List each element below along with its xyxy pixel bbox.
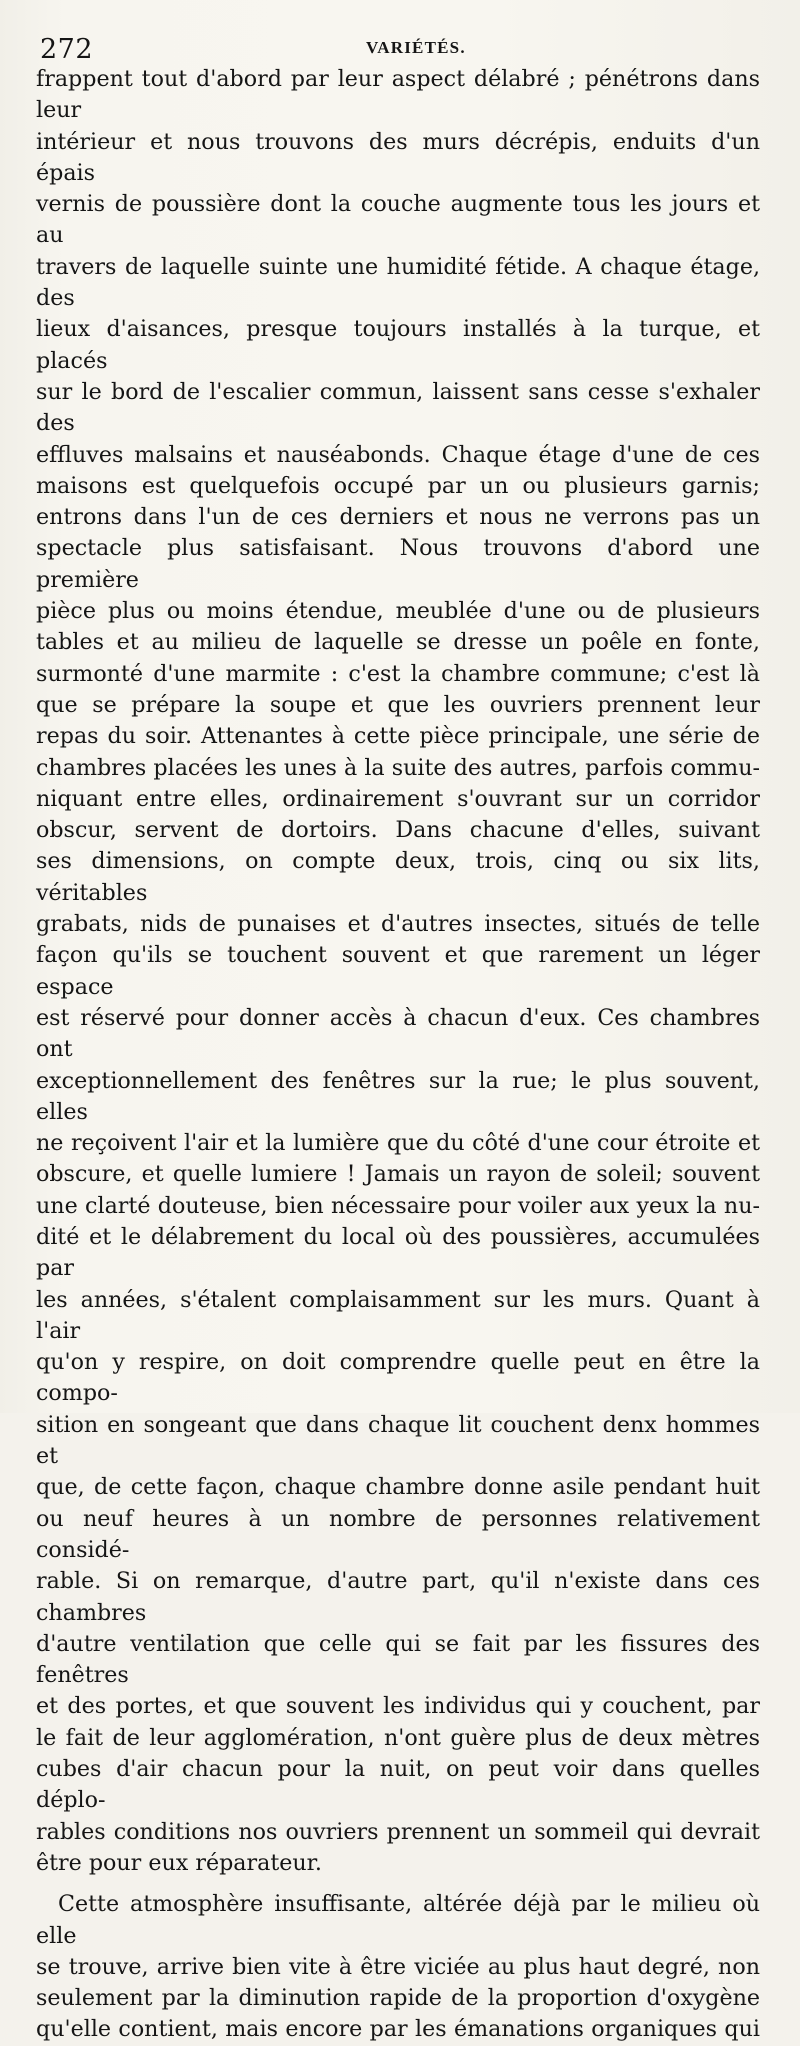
text-line: intérieur et nous trouvons des murs décrépis, enduits d'un épais bbox=[36, 128, 760, 186]
text-line: ses dimensions, on compte deux, trois, cinq ou six lits, véritables bbox=[36, 848, 760, 906]
text-line: les années, s'étalent complaisamment sur les murs. Quant à l'air bbox=[36, 1286, 760, 1344]
text-line: maisons est quelquefois occupé par un ou plusieurs garnis; bbox=[36, 472, 760, 499]
text-line: grabats, nids de punaises et d'autres insectes, situés de telle bbox=[36, 911, 760, 938]
text-line: lieux d'aisances, presque toujours installés à la turque, et placés bbox=[36, 316, 760, 374]
paragraph-gap bbox=[36, 1879, 760, 1889]
running-head: VARIÉTÉS. bbox=[366, 38, 466, 57]
text-line: obscure, et quelle lumiere ! Jamais un rayon de soleil; souvent bbox=[36, 1161, 760, 1188]
text-line: sur le bord de l'escalier commun, laissent sans cesse s'exhaler des bbox=[36, 378, 760, 437]
text-line: ne reçoivent l'air et la lumière que du côté d'une cour étroite et bbox=[36, 1130, 760, 1157]
text-line: et des portes, et que souvent les individus qui y couchent, par bbox=[36, 1693, 760, 1720]
body-text bbox=[36, 64, 760, 2046]
text-line: surmonté d'une marmite : c'est la chambre commune; c'est là bbox=[36, 660, 760, 687]
text-line: dité et le délabrement du local où des poussières, accumulées par bbox=[36, 1223, 760, 1282]
text-line: que se prépare la soupe et que les ouvriers prennent leur bbox=[36, 691, 760, 718]
text-line: repas du soir. Attenantes à cette pièce principale, une série de bbox=[36, 723, 760, 750]
text-line: pièce plus ou moins étendue, meublée d'une ou de plusieurs bbox=[36, 598, 760, 625]
text-line: d'autre ventilation que celle qui se fait par les fissures des fenêtres bbox=[36, 1630, 760, 1689]
text-line: Cette atmosphère insuffisante, altérée déjà par le milieu où elle bbox=[36, 1891, 760, 1949]
text-line: entrons dans l'un de ces derniers et nous ne verrons pas un bbox=[36, 504, 760, 531]
text-line: que, de cette façon, chaque chambre donne asile pendant huit bbox=[36, 1474, 760, 1501]
text-line: cubes d'air chacun pour la nuit, on peut voir dans quelles déplo- bbox=[36, 1756, 760, 1814]
text-line: frappent tout d'abord par leur aspect délabré ; pénétrons dans leur bbox=[36, 66, 760, 124]
text-line: seulement par la diminution rapide de la proportion d'oxygène bbox=[36, 1985, 760, 2012]
text-line: façon qu'ils se touchent souvent et que rarement un léger espace bbox=[36, 942, 760, 1000]
paragraph-1 bbox=[36, 64, 760, 1879]
text-line: vernis de poussière dont la couche augmente tous les jours et au bbox=[36, 191, 760, 249]
text-line: qu'on y respire, on doit comprendre quelle peut en être la compo- bbox=[36, 1349, 760, 1407]
text-line: être pour eux réparateur. bbox=[36, 1849, 322, 1876]
text-line: qu'elle contient, mais encore par les émanations organiques qui bbox=[36, 2016, 760, 2043]
text-line: tables et au milieu de laquelle se dresse un poêle en fonte, bbox=[36, 629, 760, 656]
text-line: est réservé pour donner accès à chacun d'eux. Ces chambres ont bbox=[36, 1004, 760, 1063]
paragraph-2 bbox=[36, 1889, 760, 2045]
text-line: rable. Si on remarque, d'autre part, qu'il n'existe dans ces chambres bbox=[36, 1568, 760, 1626]
text-line: exceptionnellement des fenêtres sur la rue; le plus souvent, elles bbox=[36, 1067, 760, 1125]
text-line: une clarté douteuse, bien nécessaire pour voiler aux yeux la nu- bbox=[36, 1192, 760, 1219]
text-line: spectacle plus satisfaisant. Nous trouvons d'abord une première bbox=[36, 535, 760, 593]
text-line: le fait de leur agglomération, n'ont guère plus de deux mètres bbox=[36, 1724, 760, 1751]
text-line: effluves malsains et nauséabonds. Chaque étage d'une de ces bbox=[36, 441, 760, 468]
text-line: sition en songeant que dans chaque lit couchent denx hommes et bbox=[36, 1411, 760, 1470]
text-line: rables conditions nos ouvriers prennent un sommeil qui devrait bbox=[36, 1818, 760, 1845]
text-line: niquant entre elles, ordinairement s'ouvrant sur un corridor bbox=[36, 785, 760, 812]
text-line: se trouve, arrive bien vite à être viciée au plus haut degré, non bbox=[36, 1953, 760, 1980]
text-line: ou neuf heures à un nombre de personnes relativement considé- bbox=[36, 1505, 760, 1563]
text-line: travers de laquelle suinte une humidité fétide. A chaque étage, des bbox=[36, 253, 760, 312]
text-line: chambres placées les unes à la suite des autres, parfois commu- bbox=[36, 754, 760, 781]
text-line: obscur, servent de dortoirs. Dans chacune d'elles, suivant bbox=[36, 817, 760, 844]
page-number: 272 bbox=[40, 34, 94, 65]
